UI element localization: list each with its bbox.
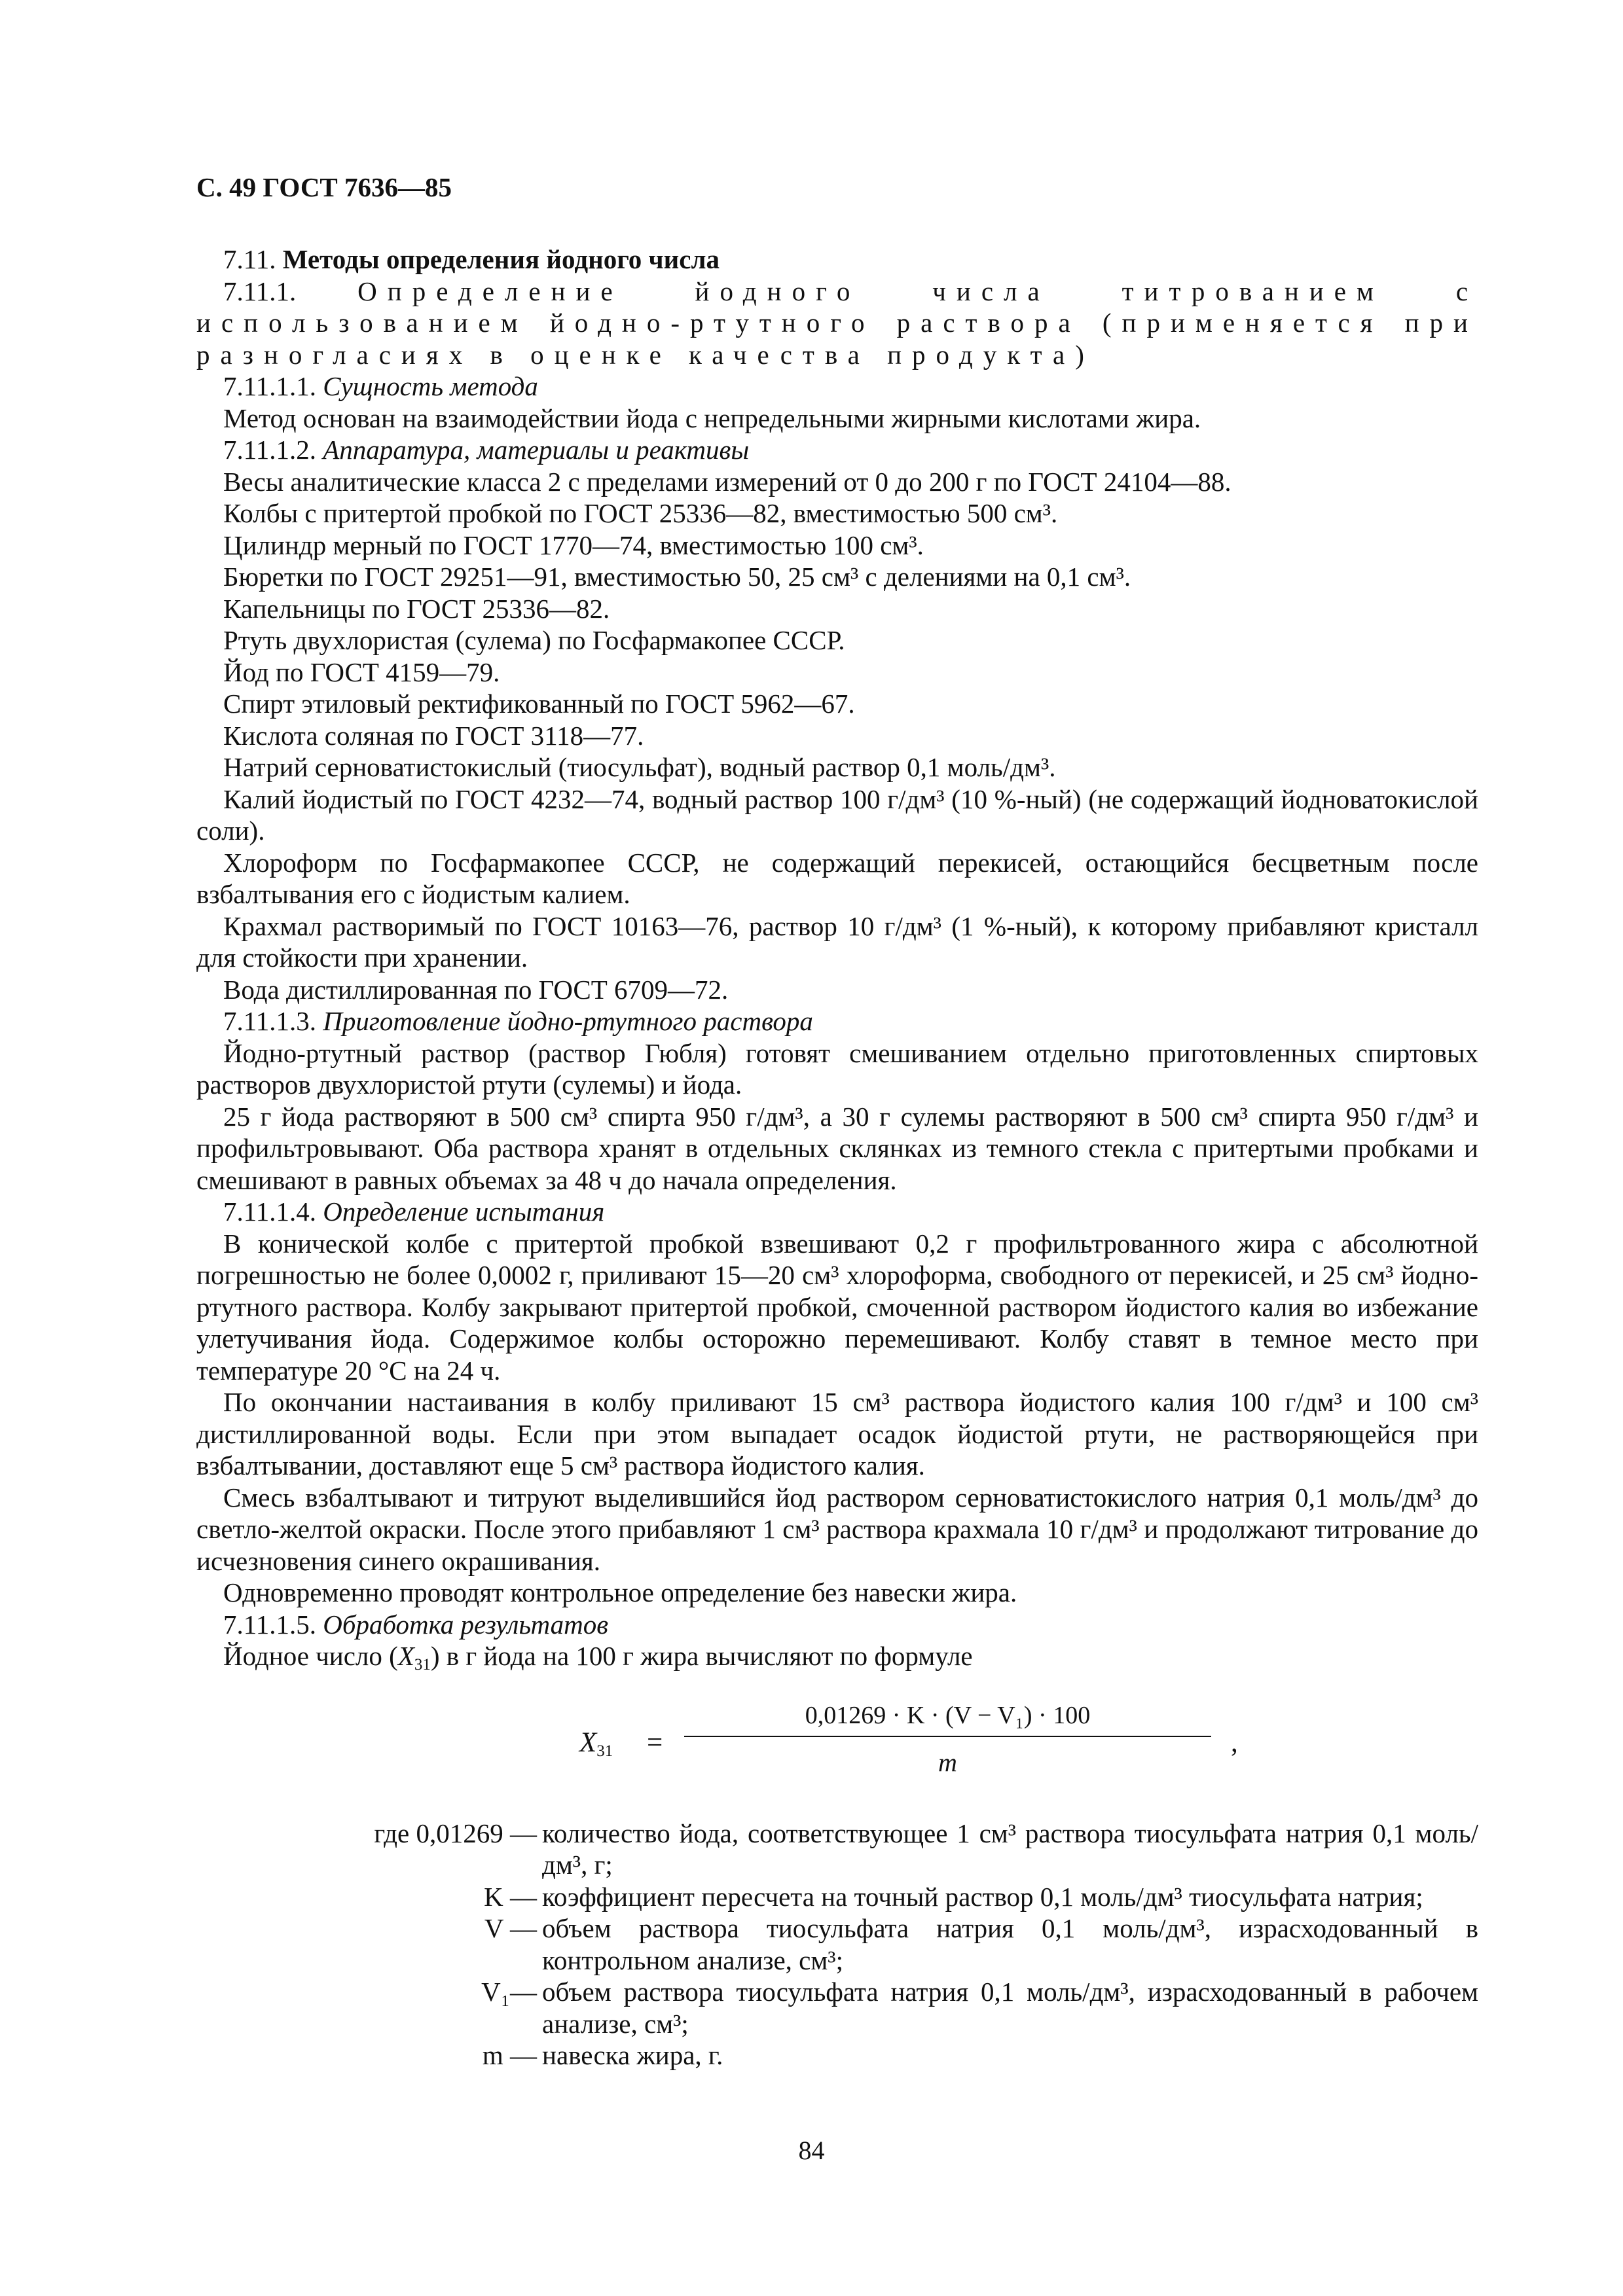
definition-text: коэффициент пересчета на точный раствор 0,1 моль/дм³ тиосульфата натрия; bbox=[542, 1881, 1423, 1912]
subsection-heading bbox=[196, 276, 1478, 371]
definition-symbol: m — bbox=[482, 2040, 537, 2070]
section-heading bbox=[196, 243, 1478, 276]
s2-item: Кислота соляная по ГОСТ 3118—77. bbox=[223, 720, 644, 751]
s2-item: Капельницы по ГОСТ 25336—82. bbox=[223, 593, 610, 624]
formula-denominator: m bbox=[938, 1747, 957, 1777]
variable-definitions bbox=[196, 1818, 1478, 2072]
s2-item: Колбы с притертой пробкой по ГОСТ 25336—82, вместимостью 500 см³. bbox=[223, 498, 1058, 528]
section-title: Методы определения йодного числа bbox=[282, 244, 720, 274]
definition-symbol: где 0,01269 — bbox=[374, 1818, 537, 1848]
definition-symbol: K — bbox=[484, 1881, 537, 1912]
s3-paragraph: 25 г йода растворяют в 500 см³ спирта 950 г/дм³, а 30 г сулемы растворяют в 500 см³ спирта 950 г/дм³ и профильтровывают. Оба раствора хранят в отдельных склянках из темного стекла с притертыми пробками и смешивают в равных объемах за 48 ч до начала определения. bbox=[196, 1101, 1478, 1195]
s5-title: Обработка результатов bbox=[323, 1609, 609, 1640]
s5-intro-after: ) в г йода на 100 г жира вычисляют по формуле bbox=[430, 1641, 973, 1671]
formula-lhs bbox=[579, 1727, 613, 1759]
s3-heading bbox=[196, 1005, 1478, 1037]
s5-intro-var: X bbox=[397, 1641, 414, 1671]
formula-lhs-var: X bbox=[579, 1727, 597, 1758]
iodine-number-formula bbox=[196, 1700, 1478, 1791]
definition-text: навеска жира, г. bbox=[542, 2040, 723, 2070]
s4-title: Определение испытания bbox=[323, 1196, 605, 1227]
s2-item: Спирт этиловый ректификованный по ГОСТ 5962—67. bbox=[223, 689, 855, 719]
s1-text: Метод основан на взаимодействии йода с непредельными жирными кислотами жира. bbox=[223, 403, 1201, 433]
s5-heading bbox=[196, 1609, 1478, 1641]
s2-title: Аппаратура, материалы и реактивы bbox=[323, 435, 750, 465]
s2-item: Бюретки по ГОСТ 29251—91, вместимостью 50, 25 см³ с делениями на 0,1 см³. bbox=[223, 562, 1131, 592]
definition-row bbox=[196, 2039, 1478, 2072]
s2-item: Вода дистиллированная по ГОСТ 6709—72. bbox=[223, 974, 729, 1005]
formula-numerator: 0,01269 · K · (V − V₁) · 100 bbox=[805, 1701, 1091, 1729]
s4-paragraph: Смесь взбалтывают и титруют выделившийся йод раствором серноватистокислого натрия 0,1 моль/дм³ до светло-желтой окраски. После этого прибавляют 1 см³ раствора крахмала 10 г/дм³ и продолжают титрование до исчезновения синего окрашивания. bbox=[196, 1482, 1478, 1576]
s2-number: 7.11.1.2. bbox=[223, 435, 316, 465]
s2-item: Крахмал растворимый по ГОСТ 10163—76, раствор 10 г/дм³ (1 %-ный), к которому прибавляют кристалл для стойкости при хранении. bbox=[196, 910, 1478, 973]
s5-intro-before: Йодное число ( bbox=[223, 1641, 398, 1671]
page-number: 84 bbox=[798, 2136, 825, 2165]
s4-paragraph: По окончании настаивания в колбу приливают 15 см³ раствора йодистого калия 100 г/дм³ и 100 см³ дистиллированной воды. Если при этом выпадает осадок йодистой ртути, не растворяющейся при взбалтывании, доставляют еще 5 см³ раствора йодистого калия. bbox=[196, 1387, 1478, 1480]
definition-row bbox=[196, 1881, 1478, 1913]
s5-number: 7.11.1.5. bbox=[223, 1609, 316, 1640]
s3-paragraph: Йодно-ртутный раствор (раствор Гюбля) готовят смешиванием отдельно приготовленных спиртовых растворов двухлористой ртути (сулемы) и йода. bbox=[196, 1037, 1478, 1100]
subsection-number: 7.11.1. bbox=[223, 276, 297, 306]
s5-intro bbox=[196, 1640, 1478, 1672]
s2-item: Калий йодистый по ГОСТ 4232—74, водный раствор 100 г/дм³ (10 %-ный) (не содержащий йодноватокислой соли). bbox=[196, 783, 1478, 846]
definition-text: объем раствора тиосульфата натрия 0,1 моль/дм³, израсходованный в контрольном анализе, см³; bbox=[542, 1913, 1478, 1975]
definition-row bbox=[196, 1912, 1478, 1976]
s2-item: Ртуть двухлористая (сулема) по Госфармакопее СССР. bbox=[223, 625, 845, 655]
s1-title: Сущность метода bbox=[323, 371, 538, 401]
definition-row bbox=[196, 1818, 1478, 1881]
document-body bbox=[196, 243, 1478, 2072]
formula-lhs-sub: 31 bbox=[596, 1742, 613, 1760]
definition-text: объем раствора тиосульфата натрия 0,1 моль/дм³, израсходованный в рабочем анализе, см³; bbox=[542, 1977, 1478, 2039]
s4-paragraph: Одновременно проводят контрольное определение без навески жира. bbox=[223, 1577, 1017, 1607]
page-header: С. 49 ГОСТ 7636—85 bbox=[196, 172, 452, 202]
s5-intro-sub: 31 bbox=[414, 1656, 431, 1674]
s3-title: Приготовление йодно-ртутного раствора bbox=[323, 1006, 813, 1036]
section-number: 7.11. bbox=[223, 244, 276, 274]
definition-row bbox=[196, 1976, 1478, 2039]
definition-symbol: V — bbox=[484, 1913, 537, 1943]
s4-number: 7.11.1.4. bbox=[223, 1196, 316, 1227]
formula-trailing-comma: , bbox=[1231, 1727, 1238, 1758]
s2-item: Натрий серноватистокислый (тиосульфат), водный раствор 0,1 моль/дм³. bbox=[223, 752, 1056, 782]
s4-paragraph: В конической колбе с притертой пробкой взвешивают 0,2 г профильтрованного жира с абсолютной погрешностью не более 0,0002 г, приливают 15—20 см³ хлороформа, свободного от перекисей, и 25 см³ йодно-ртутного раствора. Колбу закрывают притертой пробкой, смоченной раствором йодистого калия во избежание улетучивания йода. Содержимое колбы осторожно перемешивают. Колбу ставят в темное место при температуре 20 °С на 24 ч. bbox=[196, 1228, 1478, 1386]
s2-item: Хлороформ по Госфармакопее СССР, не содержащий перекисей, остающийся бесцветным после взбалтывания его с йодистым калием. bbox=[196, 847, 1478, 909]
formula-equals: = bbox=[647, 1727, 663, 1758]
subsection-title: Определение йодного числа титрованием с использованием йодно-ртутного раствора (применяется при разногласиях в оценке качества продукта) bbox=[196, 276, 1479, 370]
s1-heading bbox=[196, 370, 1478, 403]
definition-text: количество йода, соответствующее 1 см³ раствора тиосульфата натрия 0,1 моль/дм³, г; bbox=[542, 1818, 1478, 1880]
s2-item: Йод по ГОСТ 4159—79. bbox=[223, 656, 500, 687]
formula-fraction-bar bbox=[684, 1736, 1211, 1737]
s2-heading bbox=[196, 434, 1478, 466]
definition-symbol: V₁— bbox=[481, 1977, 537, 2007]
s2-item: Весы аналитические класса 2 с пределами измерений от 0 до 200 г по ГОСТ 24104—88. bbox=[223, 466, 1231, 497]
s2-item: Цилиндр мерный по ГОСТ 1770—74, вместимостью 100 см³. bbox=[223, 529, 924, 560]
s4-heading bbox=[196, 1196, 1478, 1228]
s3-number: 7.11.1.3. bbox=[223, 1006, 316, 1036]
s1-number: 7.11.1.1. bbox=[223, 371, 316, 401]
